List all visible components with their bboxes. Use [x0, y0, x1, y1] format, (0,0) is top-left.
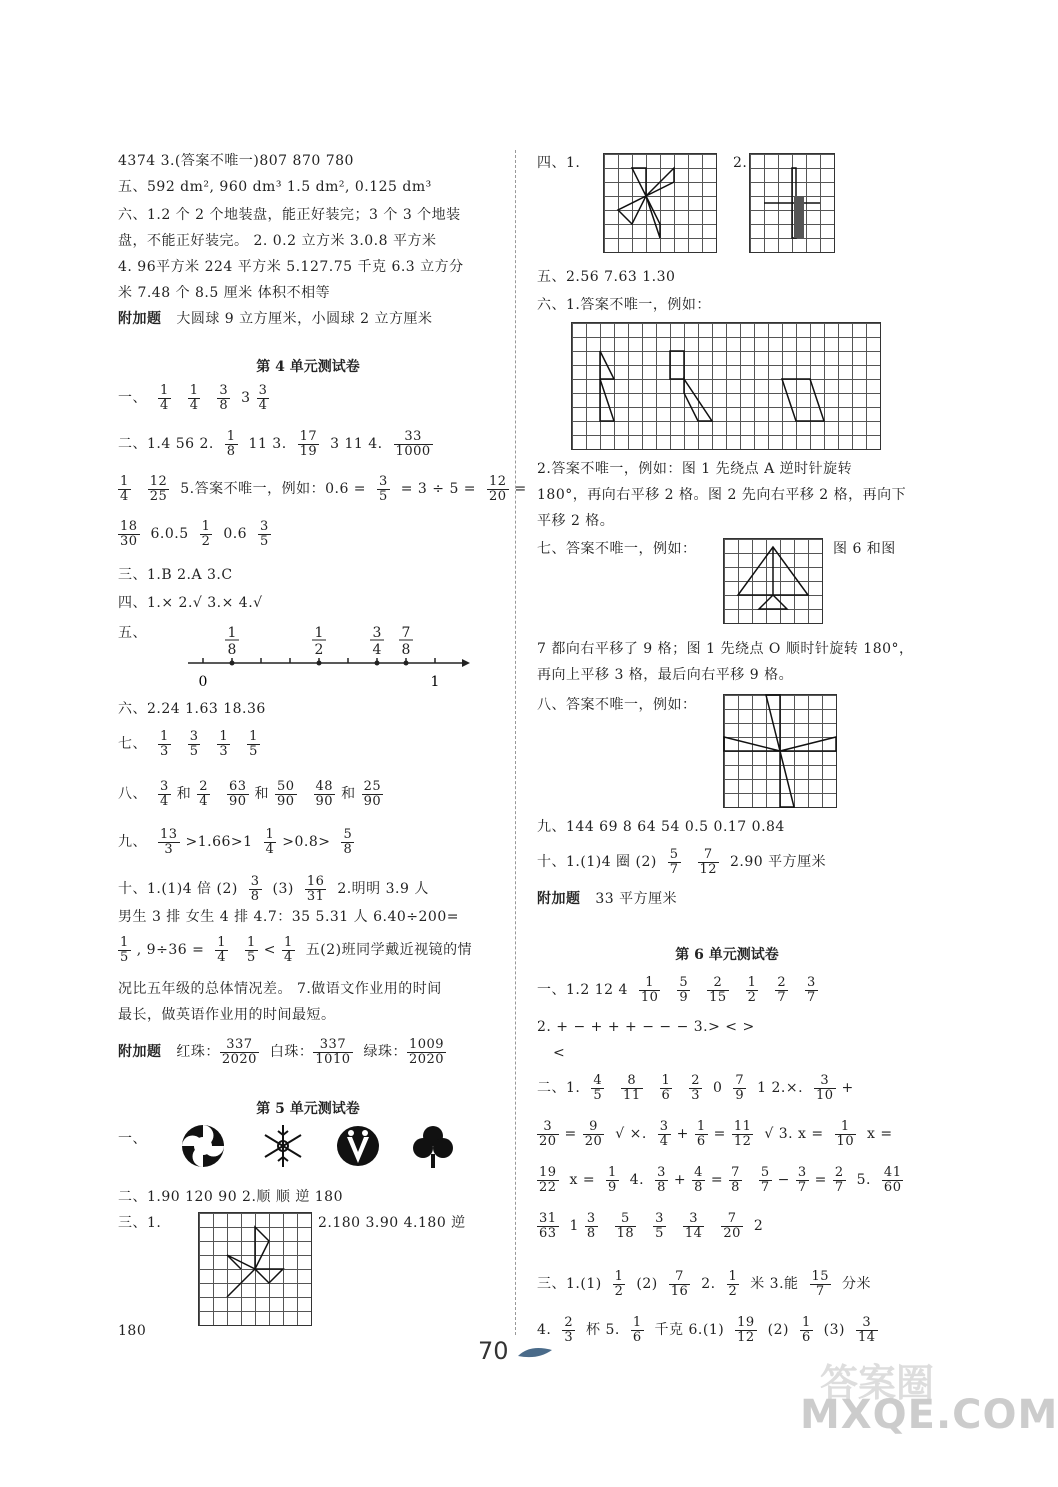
answer-line: 180 [118, 1323, 147, 1339]
fraction: $\frac{4}{5}$ [593, 1073, 603, 1103]
answer-line: 4. 96平方米 224 平方米 5.127.75 千克 6.3 立方分 [118, 259, 464, 275]
u4-q9: 九、 $\frac{13}{3}$ >1.66>1 $\frac{1}{4}$ >0.8> $\frac{5}{8}$ [118, 827, 353, 857]
u4-q7: 七、 $\frac{1}{3}$ $\frac{3}{5}$ $\frac{1}{3}$ $\frac{1}{5}$ [118, 729, 258, 759]
column-divider [515, 150, 516, 1335]
r-q9: 九、144 69 8 64 54 0.5 0.17 0.84 [537, 819, 785, 835]
fraction: $\frac{3}{5}$ [379, 474, 388, 504]
fraction: $\frac{337}{1010}$ [315, 1037, 351, 1067]
tick-label: 1 [430, 674, 440, 690]
u6-section2-cont2: $\frac{19}{22}$ x = $\frac{1}{9}$ 4. $\frac{3}{8}$ + $\frac{4}{8}$ = $\frac{7}{8}$ $\frac{5}{7}$ − $\frac{3}{7}$ = $\frac{2}{7}$ 5. $\frac{41}{60}$ [539, 1165, 902, 1195]
u6-q2-cont: < [553, 1045, 566, 1061]
answer-line: 4374 3.(答案不唯一)807 870 780 [118, 153, 354, 169]
fraction: $\frac{1}{10}$ [640, 975, 659, 1005]
fraction: $\frac{8}{11}$ [623, 1073, 641, 1103]
fraction: $\frac{1}{4}$ [159, 383, 169, 413]
svg-text:8: 8 [401, 642, 411, 658]
page-number: 70 [478, 1337, 556, 1365]
u5-q1-label: 一、 [118, 1131, 147, 1147]
fraction: $\frac{1}{5}$ [120, 935, 129, 965]
answer-line: 况比五年级的总体情况差。 7.做语文作业用的时间 [118, 981, 442, 997]
fraction: $\frac{3}{8}$ [219, 383, 229, 413]
fraction: $\frac{1}{5}$ [249, 729, 258, 759]
u5-q2: 二、1.90 120 90 2.顺 顺 逆 180 [118, 1189, 343, 1205]
fraction: $\frac{16}{31}$ [306, 874, 325, 904]
rotation-grid [198, 1212, 312, 1326]
grid-figure-1 [603, 153, 717, 253]
pinwheel-figure [182, 1125, 224, 1167]
fraction: $\frac{1}{8}$ [226, 429, 236, 459]
u4-q6: 六、2.24 1.63 18.36 [118, 701, 266, 717]
u4-q5-label: 五、 [118, 625, 147, 641]
fraction: $\frac{33}{1000}$ [395, 429, 431, 459]
fraction: $\frac{1}{5}$ [247, 935, 256, 965]
fraction: $\frac{1}{4}$ [189, 383, 199, 413]
pattern-figures [158, 1122, 458, 1172]
fraction: $\frac{63}{90}$ [228, 779, 247, 809]
fraction: $\frac{5}{18}$ [616, 1211, 635, 1241]
fraction: $\frac{3}{4}$ [659, 1119, 669, 1149]
fraction: $\frac{50}{90}$ [277, 779, 295, 809]
r-q7: 七、答案不唯一，例如： [537, 541, 697, 557]
fraction: $\frac{12}{20}$ [489, 474, 507, 504]
fraction: $\frac{1}{2}$ [201, 519, 211, 549]
fraction: $\frac{1}{9}$ [608, 1165, 617, 1195]
fraction: $\frac{7}{16}$ [670, 1269, 689, 1299]
fraction: $\frac{3}{4}$ [159, 779, 169, 809]
unit6-title: 第 6 单元测试卷 [675, 947, 779, 963]
fraction: $\frac{3}{8}$ [250, 874, 260, 904]
u6-section3: 三、1.(1) $\frac{1}{2}$ (2) $\frac{7}{16}$ 2. $\frac{1}{2}$ 米 3.能 $\frac{15}{7}$ 分米 [537, 1269, 871, 1299]
fraction: $\frac{1}{4}$ [120, 474, 129, 504]
grid-figure-4 [723, 538, 823, 624]
r-q8: 八、答案不唯一，例如： [537, 697, 697, 713]
u6-q1: 一、1.2 12 4 $\frac{1}{10}$ $\frac{5}{9}$ $\frac{2}{15}$ $\frac{1}{2}$ $\frac{2}{7}$ $\frac{3}{7}$ [537, 975, 816, 1005]
fraction: $\frac{1}{6}$ [801, 1315, 811, 1345]
fraction: $\frac{1}{2}$ [614, 1269, 624, 1299]
fraction: $\frac{15}{7}$ [811, 1269, 830, 1299]
fraction: $\frac{1009}{2020}$ [408, 1037, 445, 1067]
u4-q2-cont2: $\frac{18}{30}$ 6.0.5 $\frac{1}{2}$ 0.6 $\frac{3}{5}$ [120, 519, 269, 549]
u4-q2: 二、1.4 56 2. $\frac{1}{8}$ 11 3. $\frac{17}{19}$ 3 11 4. $\frac{33}{1000}$ [118, 429, 431, 459]
fraction: $\frac{5}{7}$ [760, 1165, 770, 1195]
r-bonus: 附加题 33 平方厘米 [537, 891, 678, 907]
answer-line: 五、592 dm², 960 dm³ 1.5 dm², 0.125 dm³ [118, 179, 432, 195]
answer-line: 平移 2 格。 [537, 513, 615, 529]
u4-q8: 八、 $\frac{3}{4}$ 和 $\frac{2}{4}$ $\frac{63}{90}$ 和 $\frac{50}{90}$ $\frac{48}{90}$ 和 $\frac{25}{90}$ [118, 779, 382, 809]
fraction: $\frac{2}{3}$ [691, 1073, 701, 1103]
u6-section2-cont: $\frac{3}{20}$ = $\frac{9}{20}$ √ ×. $\frac{3}{4}$ + $\frac{1}{6}$ = $\frac{11}{12}$ √ 3. x = $\frac{1}{10}$ x = [539, 1119, 893, 1149]
fraction: $\frac{1}{3}$ [219, 729, 229, 759]
fraction: $\frac{3}{10}$ [815, 1073, 834, 1103]
watermark-cn: 答案圈 [820, 1361, 935, 1405]
u4-q10-cont: $\frac{1}{5}$ , 9÷36 = $\frac{1}{4}$ $\frac{1}{5}$ < $\frac{1}{4}$ 五(2)班同学戴近视镜的情 [120, 935, 473, 965]
svg-text:4: 4 [372, 642, 382, 658]
answer-line: 180°，再向右平移 2 格。图 2 先向右平移 2 格，再向下 [537, 487, 907, 503]
fraction: $\frac{1}{4}$ [265, 827, 275, 857]
fraction: $\frac{5}{8}$ [343, 827, 353, 857]
number-line [178, 620, 478, 690]
fraction: $\frac{1}{2}$ [747, 975, 757, 1005]
answer-line: 图 6 和图 [833, 541, 896, 557]
answer-line: 男生 3 排 女生 4 排 4.7：35 5.31 人 6.40÷200= [118, 909, 459, 925]
leaf-ornament-icon [516, 1342, 556, 1362]
bonus-line [118, 312, 432, 326]
fraction: $\frac{2}{7}$ [777, 975, 787, 1005]
answer-line: 再向上平移 3 格，最后向右平移 9 格。 [537, 667, 794, 683]
fraction: $\frac{1}{6}$ [661, 1073, 671, 1103]
fraction: $\frac{19}{12}$ [737, 1315, 755, 1345]
fraction: $\frac{3}{4}$ [258, 383, 268, 413]
answer-line: 米 7.48 个 8.5 厘米 体积不相等 [118, 285, 331, 301]
snowflake-figure [265, 1125, 301, 1167]
grid-figure-5 [723, 694, 837, 808]
svg-text:2: 2 [314, 642, 324, 658]
watermark: MXQE.COM [800, 1392, 1058, 1438]
answer-line: 2.答案不唯一，例如：图 1 先绕点 A 逆时针旋转 [537, 461, 853, 477]
grid-figure-2 [749, 153, 835, 253]
tick-label: 0 [198, 674, 208, 690]
fraction: $\frac{1}{6}$ [632, 1315, 642, 1345]
fraction: $\frac{3}{7}$ [797, 1165, 807, 1195]
answer-line: 六、1.2 个 2 个地装盘，能正好装完；3 个 3 个地装 [118, 207, 461, 223]
fraction: $\frac{3}{5}$ [189, 729, 199, 759]
fraction: $\frac{11}{12}$ [733, 1119, 752, 1149]
fraction: $\frac{1}{2}$ [728, 1269, 738, 1299]
r-q5: 五、2.56 7.63 1.30 [537, 269, 676, 285]
fraction: $\frac{18}{30}$ [120, 519, 138, 549]
fraction: $\frac{1}{3}$ [159, 729, 169, 759]
r-q10: 十、1.(1)4 圈 (2) $\frac{5}{7}$ $\frac{7}{12}$ 2.90 平方厘米 [537, 847, 827, 877]
fraction: $\frac{2}{4}$ [199, 779, 209, 809]
fraction: $\frac{31}{63}$ [539, 1211, 557, 1241]
fraction: $\frac{13}{3}$ [159, 827, 178, 857]
u4-q2-cont: $\frac{1}{4}$ $\frac{12}{25}$ 5.答案不唯一，例如：0.6 = $\frac{3}{5}$ = 3 ÷ 5 = $\frac{12}{20}$ = [120, 474, 527, 504]
u6-section3-cont: 4. $\frac{2}{3}$ 杯 5. $\frac{1}{6}$ 千克 6.(1) $\frac{19}{12}$ (2) $\frac{1}{6}$ (3) $\frac{3}{14}$ [537, 1315, 876, 1345]
fraction: $\frac{2}{15}$ [709, 975, 727, 1005]
unit5-title: 第 5 单元测试卷 [256, 1101, 360, 1117]
fraction: $\frac{1}{4}$ [217, 935, 227, 965]
fraction: $\frac{7}{9}$ [735, 1073, 745, 1103]
fraction: $\frac{3}{5}$ [655, 1211, 664, 1241]
svg-text:7: 7 [401, 625, 411, 641]
u4-q3: 三、1.B 2.A 3.C [118, 567, 233, 583]
answer-line: 最长，做英语作业用的时间最短。 [118, 1007, 336, 1023]
u5-q3-answers: 2.180 3.90 4.180 逆 [318, 1215, 466, 1231]
fraction: $\frac{25}{90}$ [363, 779, 382, 809]
bonus-label: 附加题 [118, 311, 162, 327]
r-q6: 六、1.答案不唯一，例如： [537, 297, 711, 313]
r-q4-2-label: 2. [733, 155, 748, 171]
fraction: $\frac{3}{14}$ [857, 1315, 876, 1345]
fraction: $\frac{2}{7}$ [834, 1165, 844, 1195]
u4-bonus: 附加题 红珠： $\frac{337}{2020}$ 白珠： $\frac{337}{1010}$ 绿珠： $\frac{1009}{2020}$ [118, 1037, 445, 1067]
fraction: $\frac{1}{6}$ [696, 1119, 706, 1149]
bug-figure [337, 1126, 379, 1166]
unit4-title: 第 4 单元测试卷 [256, 359, 360, 375]
fraction: $\frac{7}{8}$ [731, 1165, 740, 1195]
fraction: $\frac{337}{2020}$ [221, 1037, 257, 1067]
fraction: $\frac{5}{7}$ [669, 847, 679, 877]
u6-q2: 2. + − + + + − − − 3.> < > [537, 1019, 755, 1035]
fraction: $\frac{3}{7}$ [807, 975, 816, 1005]
answer-line: 盘，不能正好装完。 2. 0.2 立方米 3.0.8 平方米 [118, 233, 437, 249]
fraction: $\frac{5}{9}$ [679, 975, 689, 1005]
clover-figure [413, 1126, 453, 1168]
u5-q3-label: 三、1. [118, 1215, 162, 1231]
answer-line: 7 都向右平移了 9 格；图 1 先绕点 O 顺时针旋转 180°， [537, 641, 914, 657]
u4-q10: 十、1.(1)4 倍 (2) $\frac{3}{8}$ (3) $\frac{16}{31}$ 2.明明 3.9 人 [118, 874, 429, 904]
bonus-text: 大圆球 9 立方厘米，小圆球 2 立方厘米 [176, 311, 433, 327]
fraction: $\frac{7}{20}$ [723, 1211, 741, 1241]
svg-text:1: 1 [314, 625, 324, 641]
fraction: $\frac{2}{3}$ [564, 1315, 574, 1345]
r-q4-label: 四、1. [537, 155, 581, 171]
svg-text:1: 1 [227, 625, 237, 641]
fraction: $\frac{3}{8}$ [586, 1211, 596, 1241]
fraction: $\frac{3}{20}$ [539, 1119, 557, 1149]
grid-figure-3 [571, 322, 881, 450]
fraction: $\frac{3}{5}$ [260, 519, 269, 549]
fraction: $\frac{1}{4}$ [284, 935, 293, 965]
u6-section2-cont3: $\frac{31}{63}$ 1 $\frac{3}{8}$ $\frac{5}{18}$ $\frac{3}{5}$ $\frac{3}{14}$ $\frac{7}{20}$ 2 [539, 1211, 764, 1241]
u4-q4: 四、1.× 2.√ 3.× 4.√ [118, 595, 263, 611]
fraction: $\frac{48}{90}$ [315, 779, 334, 809]
fraction: $\frac{41}{60}$ [883, 1165, 902, 1195]
u6-section2: 二、1. $\frac{4}{5}$ $\frac{8}{11}$ $\frac{1}{6}$ $\frac{2}{3}$ 0 $\frac{7}{9}$ 1 2.×. $\frac{3}{10}$ + [537, 1073, 854, 1103]
fraction: $\frac{12}{25}$ [149, 474, 168, 504]
fraction: $\frac{1}{10}$ [836, 1119, 855, 1149]
fraction: $\frac{3}{8}$ [657, 1165, 666, 1195]
fraction: $\frac{9}{20}$ [584, 1119, 603, 1149]
fraction: $\frac{4}{8}$ [694, 1165, 703, 1195]
u4-q1: 一、 $\frac{1}{4}$ $\frac{1}{4}$ $\frac{3}{8}$ 3 $\frac{3}{4}$ [118, 383, 268, 413]
fraction: $\frac{7}{12}$ [699, 847, 718, 877]
svg-text:3: 3 [372, 625, 382, 641]
svg-text:8: 8 [227, 642, 237, 658]
fraction: $\frac{3}{14}$ [684, 1211, 703, 1241]
fraction: $\frac{19}{22}$ [539, 1165, 557, 1195]
fraction: $\frac{17}{19}$ [299, 429, 318, 459]
